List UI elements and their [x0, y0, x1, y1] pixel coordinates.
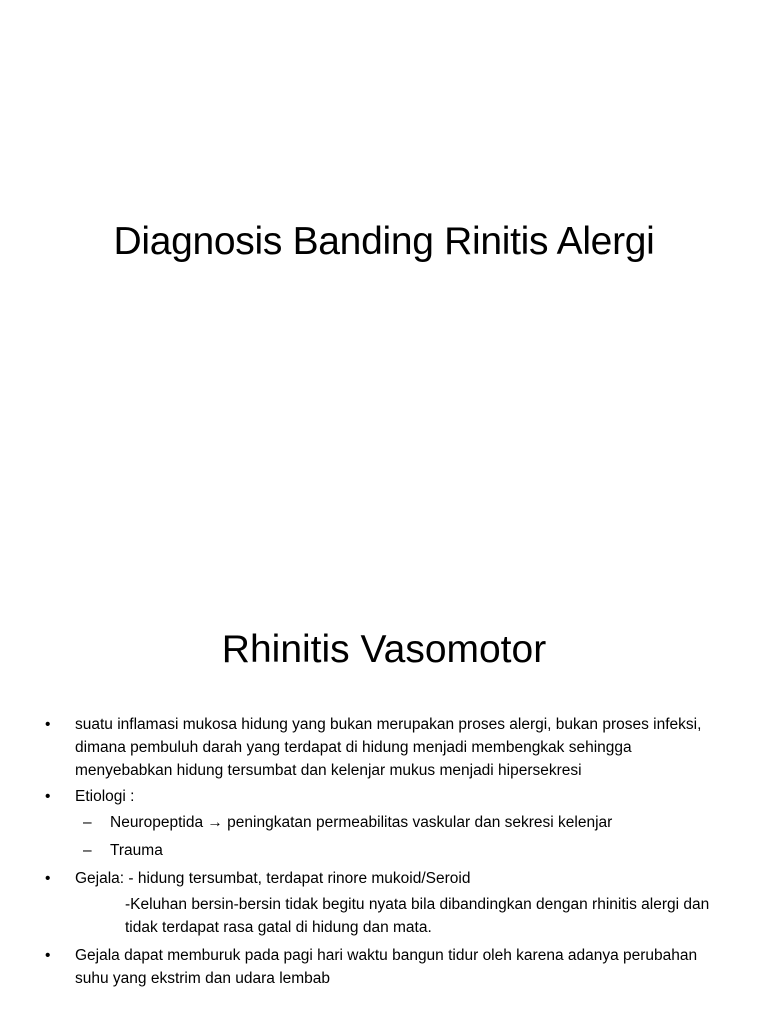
bullet-text: Gejala: - hidung tersumbat, terdapat rinore mukoid/Seroid: [75, 870, 471, 887]
bullet-text: Gejala dapat memburuk pada pagi hari waktu bangun tidur oleh karena adanya perubahan suhu yang ekstrim dan udara lembab: [75, 947, 698, 987]
sub-item: [40, 839, 730, 862]
slide-title-heading: Diagnosis Banding Rinitis Alergi: [113, 220, 655, 263]
bullet-icon: •: [45, 788, 51, 805]
sub-item-text: Neuropeptida → peningkatan permeabilitas vaskular dan sekresi kelenjar: [110, 814, 613, 831]
bullet-item: [40, 867, 730, 890]
dash-icon: –: [83, 814, 92, 831]
slide-content: [0, 576, 768, 1024]
bullet-icon: •: [45, 947, 51, 964]
sub-item: [40, 811, 730, 834]
slide-body: [40, 713, 730, 993]
bullet-item: [40, 944, 730, 990]
slide-content-heading: Rhinitis Vasomotor: [221, 628, 547, 671]
bullet-item: [40, 713, 730, 782]
continuation-text: -Keluhan bersin-bersin tidak begitu nyata bila dibandingkan dengan rhinitis alergi dan tidak terdapat rasa gatal di hidung dan mata.: [125, 896, 710, 936]
sub-item-text: Trauma: [110, 842, 163, 859]
bullet-text: Etiologi :: [75, 788, 135, 805]
bullet-text: suatu inflamasi mukosa hidung yang bukan merupakan proses alergi, bukan proses infeksi, dimana pembuluh darah yang terdapat di hidung menjadi membengkak sehingga menyebabkan hidung tersumbat dan kelenjar mukus menjadi hipersekresi: [75, 716, 702, 779]
bullet-icon: •: [45, 870, 51, 887]
dash-icon: –: [83, 842, 92, 859]
bullet-icon: •: [45, 716, 51, 733]
bullet-item: [40, 785, 730, 808]
